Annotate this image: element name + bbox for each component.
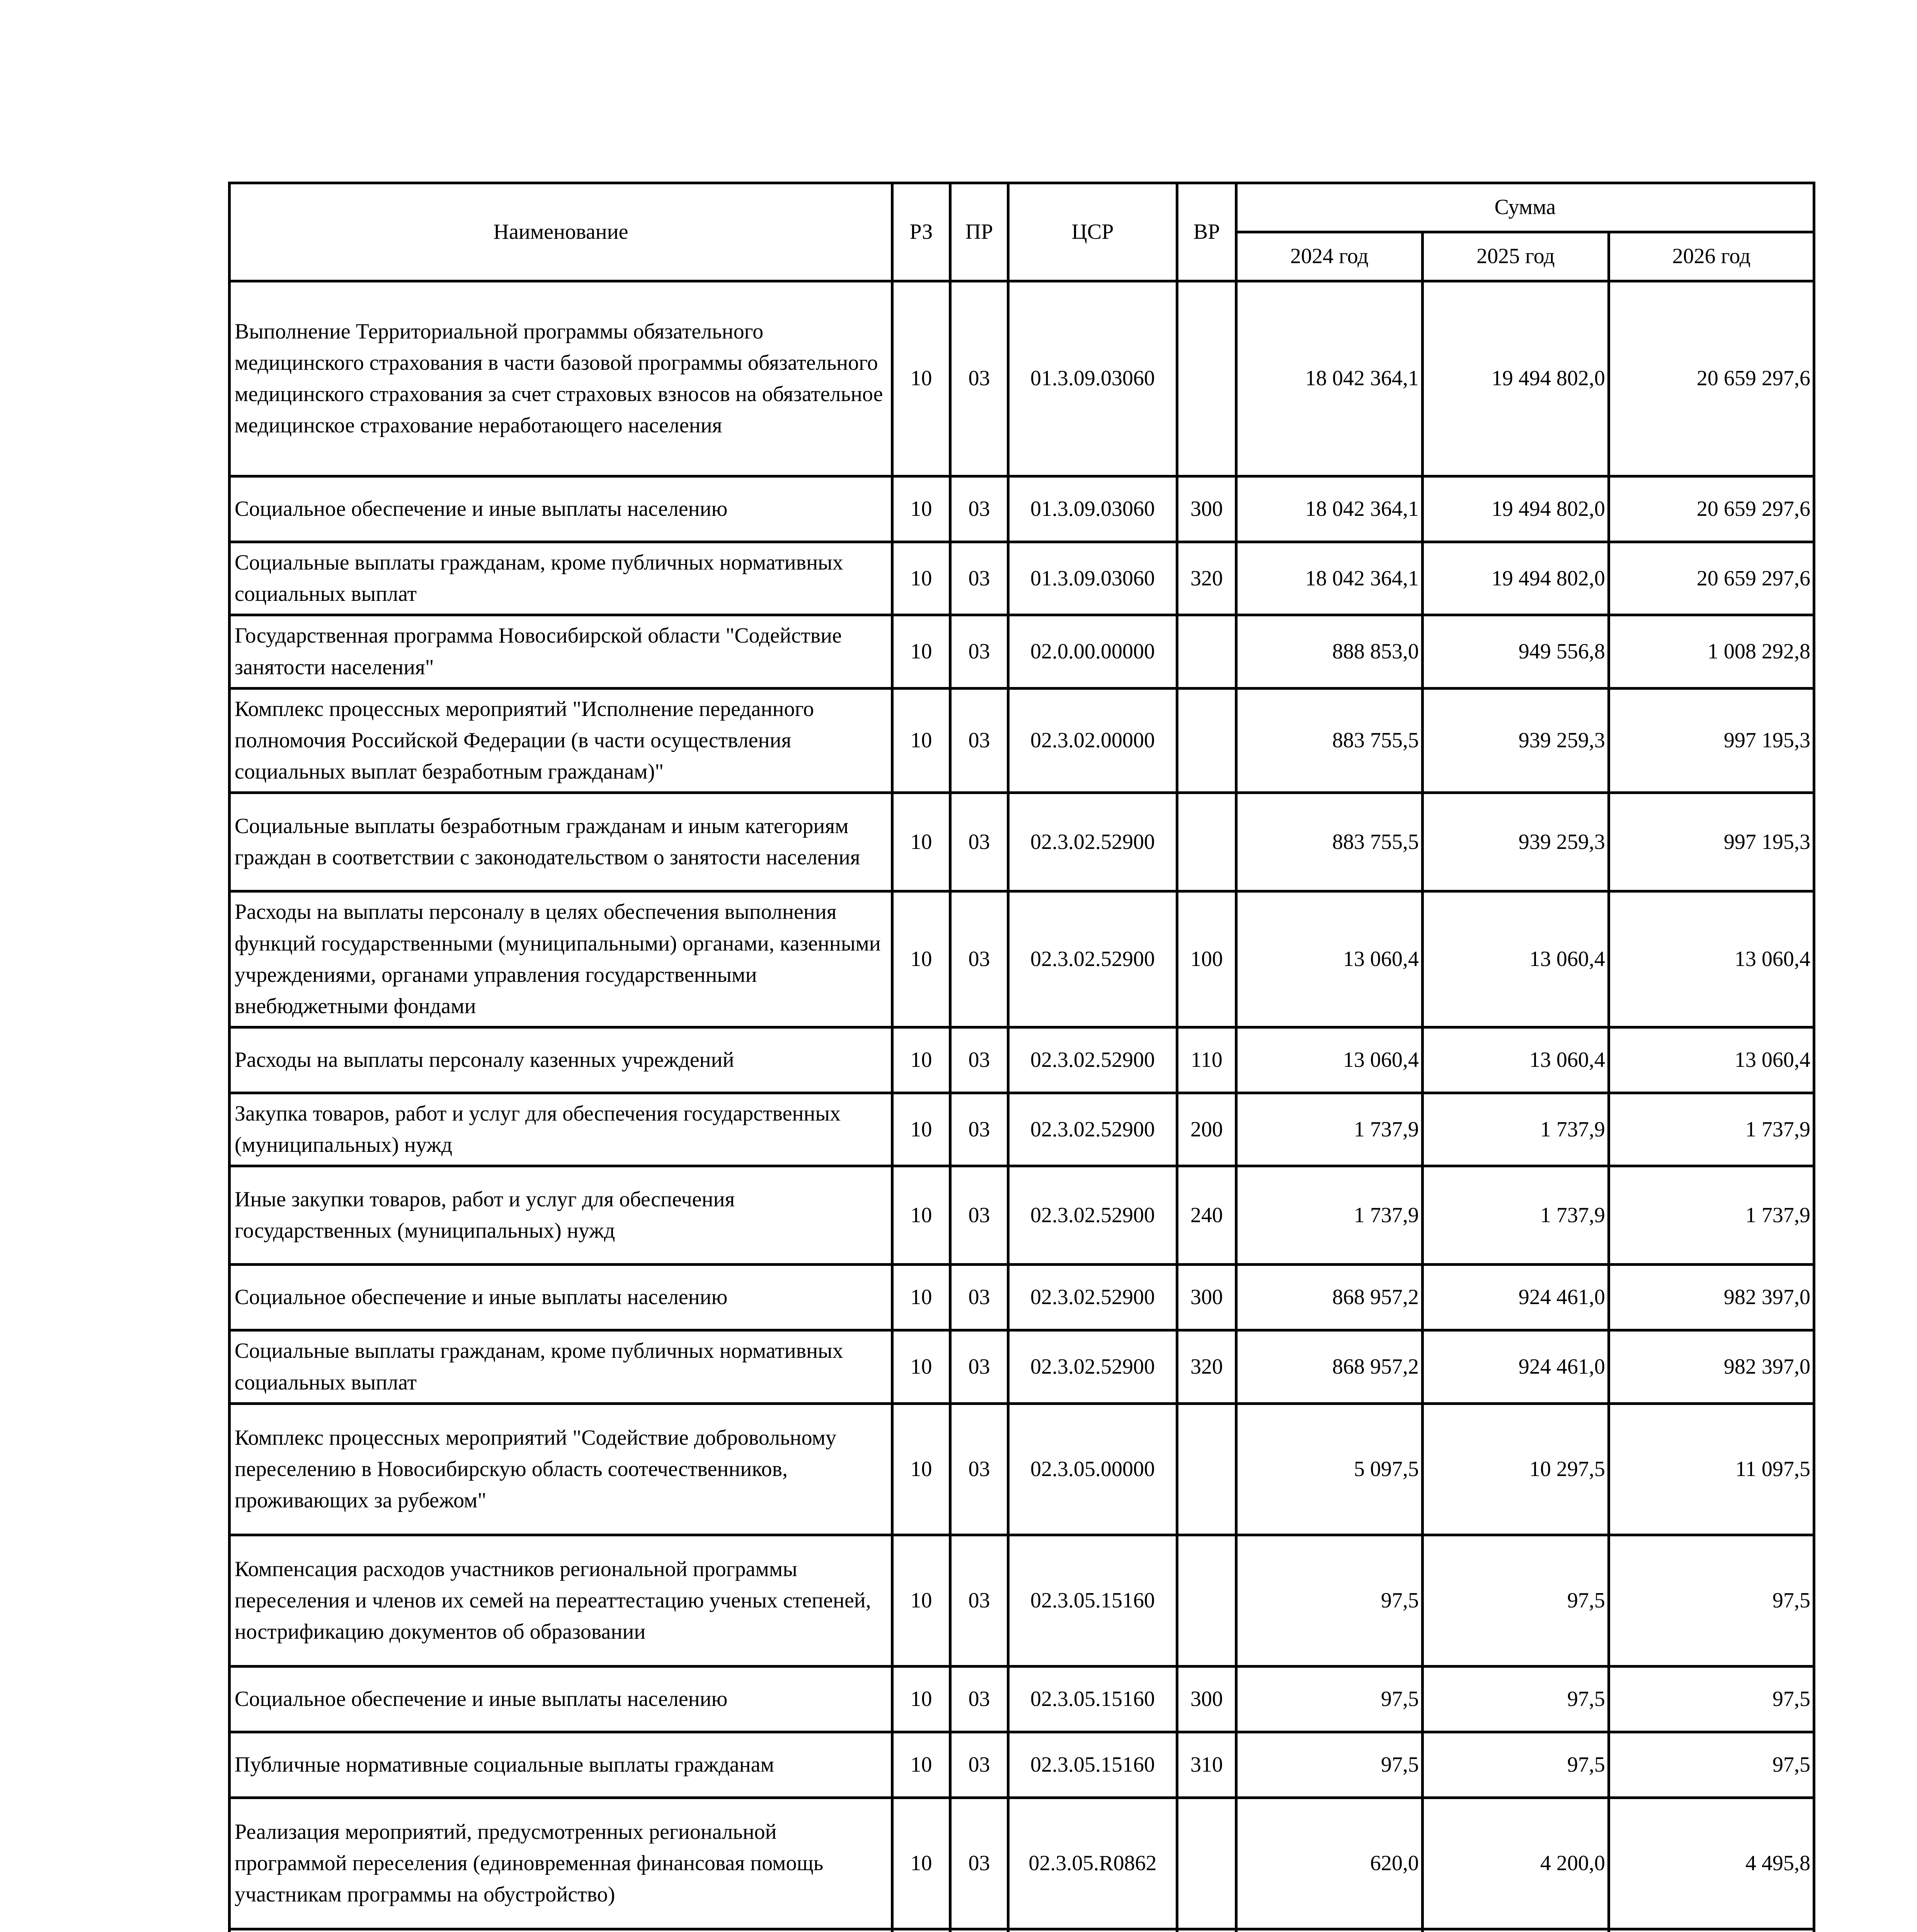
row-csr-cell: 02.3.02.52900 xyxy=(1008,1166,1177,1265)
row-rz-cell: 10 xyxy=(892,1535,950,1666)
row-amount-2024: 5 097,5 xyxy=(1236,1403,1423,1535)
row-vr-cell xyxy=(1177,1535,1236,1666)
row-csr-cell: 02.3.02.52900 xyxy=(1008,1093,1177,1166)
row-amount-2026: 13 060,4 xyxy=(1609,891,1814,1027)
header-row-top xyxy=(230,183,1814,232)
header-year-2025: 2025 год xyxy=(1423,232,1609,281)
row-amount-2024: 13 060,4 xyxy=(1236,1027,1423,1093)
row-amount-2026: 1 737,9 xyxy=(1609,1093,1814,1166)
row-name-cell: Закупка товаров, работ и услуг для обеспечения государственных (муниципальных) нужд xyxy=(230,1093,892,1166)
row-csr-cell: 02.3.05.15160 xyxy=(1008,1666,1177,1732)
row-vr-cell: 300 xyxy=(1177,476,1236,542)
table-row xyxy=(230,1093,1814,1166)
header-name: Наименование xyxy=(230,183,892,281)
table-row xyxy=(230,891,1814,1027)
row-amount-2026: 97,5 xyxy=(1609,1732,1814,1798)
row-csr-cell: 02.3.02.52900 xyxy=(1008,1265,1177,1330)
row-vr-cell: 200 xyxy=(1177,1093,1236,1166)
row-vr-cell: 240 xyxy=(1177,1166,1236,1265)
row-pr-cell: 03 xyxy=(950,1666,1008,1732)
row-pr-cell: 03 xyxy=(950,281,1008,476)
table-row xyxy=(230,688,1814,793)
row-amount-2025: 1 737,9 xyxy=(1423,1166,1609,1265)
row-pr-cell: 03 xyxy=(950,1093,1008,1166)
row-amount-2026: 982 397,0 xyxy=(1609,1330,1814,1403)
row-pr-cell: 03 xyxy=(950,793,1008,891)
row-pr-cell: 03 xyxy=(950,1403,1008,1535)
row-amount-2025: 97,5 xyxy=(1423,1732,1609,1798)
row-amount-2026: 20 659 297,6 xyxy=(1609,476,1814,542)
row-pr-cell xyxy=(950,1929,1008,1932)
row-amount-2024: 868 957,2 xyxy=(1236,1330,1423,1403)
row-rz-cell: 10 xyxy=(892,793,950,891)
row-csr-cell: 02.3.02.52900 xyxy=(1008,1027,1177,1093)
row-amount-2024: 97,5 xyxy=(1236,1666,1423,1732)
table-row xyxy=(230,542,1814,615)
row-rz-cell: 10 xyxy=(892,1027,950,1093)
header-csr: ЦСР xyxy=(1008,183,1177,281)
row-rz-cell: 10 xyxy=(892,1265,950,1330)
row-pr-cell: 03 xyxy=(950,476,1008,542)
row-amount-2024: 18 042 364,1 xyxy=(1236,476,1423,542)
row-name-cell: Социальное обеспечение и иные выплаты населению xyxy=(230,1666,892,1732)
row-amount-2024: 97,5 xyxy=(1236,1732,1423,1798)
row-rz-cell: 10 xyxy=(892,1403,950,1535)
row-vr-cell xyxy=(1177,615,1236,688)
row-amount-2025: 10 297,5 xyxy=(1423,1403,1609,1535)
row-amount-2026: 4 495,8 xyxy=(1609,1798,1814,1929)
header-rz: РЗ xyxy=(892,183,950,281)
row-amount-2026: 1 737,9 xyxy=(1609,1166,1814,1265)
row-name-cell: Расходы на выплаты персоналу в целях обеспечения выполнения функций государственными (муниципальными) органами, казенными учреждениями, органами управления государственными внебюджетными фондами xyxy=(230,891,892,1027)
row-pr-cell: 03 xyxy=(950,1732,1008,1798)
row-name-cell: Выполнение Территориальной программы обязательного медицинского страхования в части базовой программы обязательного медицинского страхования за счет страховых взносов на обязательное медицинское страхование неработающего населения xyxy=(230,281,892,476)
row-csr-cell: 02.3.05.15160 xyxy=(1008,1535,1177,1666)
table-row xyxy=(230,1535,1814,1666)
row-name-cell xyxy=(230,1929,892,1932)
row-name-cell: Комплекс процессных мероприятий "Содействие добровольному переселению в Новосибирскую область соотечественников, проживающих за рубежом" xyxy=(230,1403,892,1535)
row-amount-2024: 888 853,0 xyxy=(1236,615,1423,688)
row-rz-cell: 10 xyxy=(892,688,950,793)
row-vr-cell xyxy=(1177,688,1236,793)
row-name-cell: Публичные нормативные социальные выплаты гражданам xyxy=(230,1732,892,1798)
row-amount-2025: 939 259,3 xyxy=(1423,793,1609,891)
row-amount-2026: 997 195,3 xyxy=(1609,793,1814,891)
row-csr-cell: 01.3.09.03060 xyxy=(1008,476,1177,542)
table-row xyxy=(230,1732,1814,1798)
row-csr-cell xyxy=(1008,1929,1177,1932)
row-amount-2025: 19 494 802,0 xyxy=(1423,476,1609,542)
row-amount-2026: 11 097,5 xyxy=(1609,1403,1814,1535)
header-year-2026: 2026 год xyxy=(1609,232,1814,281)
row-amount-2024: 1 737,9 xyxy=(1236,1166,1423,1265)
row-name-cell: Социальные выплаты безработным гражданам и иным категориям граждан в соответствии с законодательством о занятости населения xyxy=(230,793,892,891)
table-row xyxy=(230,615,1814,688)
row-name-cell: Социальные выплаты гражданам, кроме публичных нормативных социальных выплат xyxy=(230,542,892,615)
row-name-cell: Комплекс процессных мероприятий "Исполнение переданного полномочия Российской Федерации (в части осуществления социальных выплат безработным гражданам)" xyxy=(230,688,892,793)
row-vr-cell: 320 xyxy=(1177,1330,1236,1403)
row-vr-cell xyxy=(1177,1798,1236,1929)
row-vr-cell xyxy=(1177,281,1236,476)
row-amount-2026: 20 659 297,6 xyxy=(1609,281,1814,476)
row-pr-cell: 03 xyxy=(950,688,1008,793)
row-rz-cell: 10 xyxy=(892,281,950,476)
row-vr-cell: 310 xyxy=(1177,1732,1236,1798)
row-amount-2024: 620,0 xyxy=(1236,1798,1423,1929)
row-name-cell: Социальные выплаты гражданам, кроме публичных нормативных социальных выплат xyxy=(230,1330,892,1403)
row-amount-2024: 883 755,5 xyxy=(1236,793,1423,891)
row-pr-cell: 03 xyxy=(950,615,1008,688)
row-name-cell: Реализация мероприятий, предусмотренных региональной программой переселения (единовременная финансовая помощь участникам программы на обустройство) xyxy=(230,1798,892,1929)
row-rz-cell: 10 xyxy=(892,1093,950,1166)
row-pr-cell: 03 xyxy=(950,1265,1008,1330)
row-rz-cell: 10 xyxy=(892,476,950,542)
row-amount-2025: 13 060,4 xyxy=(1423,891,1609,1027)
row-amount-2026: 1 008 292,8 xyxy=(1609,615,1814,688)
row-amount-2025: 939 259,3 xyxy=(1423,688,1609,793)
row-vr-cell xyxy=(1177,793,1236,891)
row-amount-2025: 1 737,9 xyxy=(1423,1093,1609,1166)
row-pr-cell: 03 xyxy=(950,1330,1008,1403)
header-sum: Сумма xyxy=(1236,183,1814,232)
row-pr-cell: 03 xyxy=(950,1798,1008,1929)
row-amount-2025: 97,5 xyxy=(1423,1666,1609,1732)
row-amount-2025: 19 494 802,0 xyxy=(1423,281,1609,476)
row-rz-cell: 10 xyxy=(892,1732,950,1798)
row-name-cell: Социальное обеспечение и иные выплаты населению xyxy=(230,1265,892,1330)
row-csr-cell: 02.3.02.52900 xyxy=(1008,1330,1177,1403)
table-row xyxy=(230,1265,1814,1330)
row-rz-cell: 10 xyxy=(892,1798,950,1929)
row-amount-2025: 924 461,0 xyxy=(1423,1265,1609,1330)
row-amount-2024: 13 060,4 xyxy=(1236,891,1423,1027)
row-amount-2025 xyxy=(1423,1929,1609,1932)
row-name-cell: Расходы на выплаты персоналу казенных учреждений xyxy=(230,1027,892,1093)
row-amount-2024: 18 042 364,1 xyxy=(1236,281,1423,476)
row-amount-2026: 13 060,4 xyxy=(1609,1027,1814,1093)
row-vr-cell: 300 xyxy=(1177,1666,1236,1732)
row-amount-2025: 13 060,4 xyxy=(1423,1027,1609,1093)
row-vr-cell: 320 xyxy=(1177,542,1236,615)
header-vr: ВР xyxy=(1177,183,1236,281)
table-row xyxy=(230,1403,1814,1535)
row-rz-cell: 10 xyxy=(892,542,950,615)
table-body xyxy=(230,281,1814,1932)
budget-table xyxy=(228,182,1815,1932)
header-pr: ПР xyxy=(950,183,1008,281)
row-amount-2024: 18 042 364,1 xyxy=(1236,542,1423,615)
row-amount-2026: 982 397,0 xyxy=(1609,1265,1814,1330)
row-csr-cell: 02.3.02.52900 xyxy=(1008,793,1177,891)
row-pr-cell: 03 xyxy=(950,542,1008,615)
row-pr-cell: 03 xyxy=(950,1027,1008,1093)
row-csr-cell: 02.3.05.R0862 xyxy=(1008,1798,1177,1929)
row-vr-cell: 110 xyxy=(1177,1027,1236,1093)
header-year-2024: 2024 год xyxy=(1236,232,1423,281)
row-name-cell: Государственная программа Новосибирской области "Содействие занятости населения" xyxy=(230,615,892,688)
row-amount-2024: 868 957,2 xyxy=(1236,1265,1423,1330)
table-row xyxy=(230,281,1814,476)
row-amount-2024: 1 737,9 xyxy=(1236,1093,1423,1166)
row-amount-2024: 97,5 xyxy=(1236,1535,1423,1666)
row-name-cell: Компенсация расходов участников региональной программы переселения и членов их семей на переаттестацию ученых степеней, нострификацию документов об образовании xyxy=(230,1535,892,1666)
row-csr-cell: 01.3.09.03060 xyxy=(1008,281,1177,476)
row-rz-cell: 10 xyxy=(892,891,950,1027)
row-vr-cell xyxy=(1177,1929,1236,1932)
row-amount-2026: 97,5 xyxy=(1609,1535,1814,1666)
table-row xyxy=(230,793,1814,891)
row-rz-cell: 10 xyxy=(892,1666,950,1732)
table-header xyxy=(230,183,1814,281)
row-amount-2025: 97,5 xyxy=(1423,1535,1609,1666)
row-name-cell: Социальное обеспечение и иные выплаты населению xyxy=(230,476,892,542)
row-csr-cell: 02.3.02.00000 xyxy=(1008,688,1177,793)
row-csr-cell: 02.3.05.15160 xyxy=(1008,1732,1177,1798)
row-csr-cell: 02.3.02.52900 xyxy=(1008,891,1177,1027)
row-pr-cell: 03 xyxy=(950,1535,1008,1666)
row-amount-2025: 19 494 802,0 xyxy=(1423,542,1609,615)
table-row xyxy=(230,476,1814,542)
row-amount-2026: 97,5 xyxy=(1609,1666,1814,1732)
row-pr-cell: 03 xyxy=(950,891,1008,1027)
row-amount-2024: 883 755,5 xyxy=(1236,688,1423,793)
row-amount-2025: 924 461,0 xyxy=(1423,1330,1609,1403)
row-amount-2026: 997 195,3 xyxy=(1609,688,1814,793)
row-vr-cell: 100 xyxy=(1177,891,1236,1027)
row-amount-2025: 949 556,8 xyxy=(1423,615,1609,688)
row-csr-cell: 01.3.09.03060 xyxy=(1008,542,1177,615)
table-row xyxy=(230,1929,1814,1932)
row-vr-cell: 300 xyxy=(1177,1265,1236,1330)
row-amount-2026: 20 659 297,6 xyxy=(1609,542,1814,615)
row-amount-2025: 4 200,0 xyxy=(1423,1798,1609,1929)
row-rz-cell xyxy=(892,1929,950,1932)
table-row xyxy=(230,1330,1814,1403)
row-vr-cell xyxy=(1177,1403,1236,1535)
row-rz-cell: 10 xyxy=(892,1166,950,1265)
table-row xyxy=(230,1027,1814,1093)
table-row xyxy=(230,1166,1814,1265)
row-amount-2024 xyxy=(1236,1929,1423,1932)
row-pr-cell: 03 xyxy=(950,1166,1008,1265)
row-csr-cell: 02.3.05.00000 xyxy=(1008,1403,1177,1535)
row-name-cell: Иные закупки товаров, работ и услуг для обеспечения государственных (муниципальных) нужд xyxy=(230,1166,892,1265)
row-amount-2026 xyxy=(1609,1929,1814,1932)
row-rz-cell: 10 xyxy=(892,1330,950,1403)
table-row xyxy=(230,1666,1814,1732)
row-rz-cell: 10 xyxy=(892,615,950,688)
table-row xyxy=(230,1798,1814,1929)
row-csr-cell: 02.0.00.00000 xyxy=(1008,615,1177,688)
